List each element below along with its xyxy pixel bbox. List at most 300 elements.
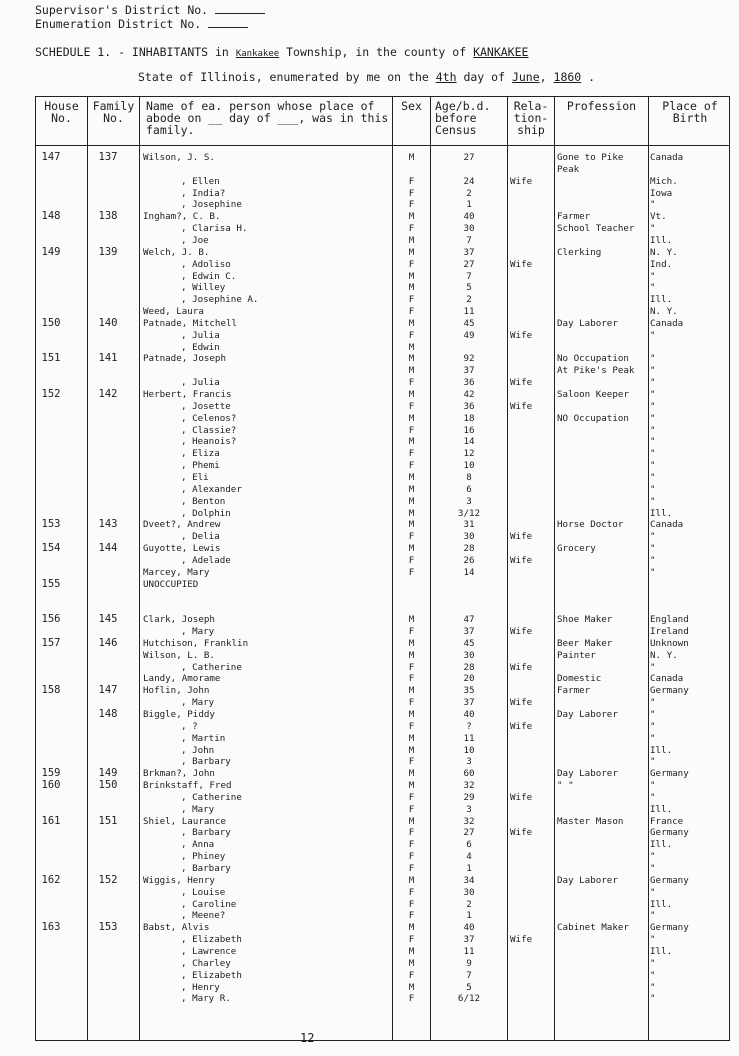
place-of-birth: "	[650, 223, 656, 235]
age: 31	[463, 519, 475, 531]
sex: M	[408, 317, 415, 329]
profession: Gone to Pike	[557, 152, 624, 163]
profession: " "	[557, 780, 574, 792]
age: 4	[466, 851, 472, 863]
sex: F	[408, 554, 415, 566]
place-of-birth: "	[650, 448, 656, 460]
age: 37	[463, 626, 475, 637]
state-prefix: State of Illinois, enumerated by me on the	[138, 70, 429, 84]
place-of-birth: "	[650, 495, 656, 507]
enumeration-district-label: Enumeration District No.	[35, 17, 202, 31]
age: 10	[463, 460, 475, 472]
profession: Day Laborer	[557, 874, 618, 886]
sex: M	[408, 957, 415, 969]
house-number: 159	[41, 767, 61, 780]
person-name: , Charley	[181, 957, 231, 969]
column-header-family: Family No.	[92, 99, 135, 125]
county-value: KANKAKEE	[473, 45, 529, 59]
sex: F	[408, 863, 415, 874]
sex: M	[408, 780, 415, 792]
place-of-birth: Germany	[650, 768, 689, 780]
place-of-birth: Ill.	[650, 945, 673, 957]
relationship: Wife	[510, 175, 533, 187]
sex: M	[408, 649, 415, 661]
age: 7	[466, 270, 472, 282]
profession: NO Occupation	[557, 412, 629, 424]
place-of-birth: "	[650, 720, 656, 732]
age: 32	[463, 815, 475, 827]
person-name: Hoflin, John	[143, 685, 210, 697]
age: 20	[463, 673, 475, 685]
age: 14	[463, 436, 475, 448]
person-name: Brkman?, John	[143, 768, 215, 780]
profession: Day Laborer	[557, 768, 618, 780]
person-name: Marcey, Mary	[143, 566, 210, 578]
age: 60	[463, 768, 475, 780]
person-name: , Elizabeth	[181, 934, 242, 946]
sex: M	[408, 341, 415, 353]
profession: Peak	[557, 163, 580, 175]
enumeration-district-blank	[208, 27, 248, 28]
profession: Beer Maker	[557, 637, 613, 649]
person-name: , Edwin	[181, 341, 220, 353]
age: 37	[463, 246, 475, 258]
profession: School Teacher	[557, 223, 635, 235]
place-of-birth: "	[650, 981, 656, 993]
day-value: 4th	[435, 70, 457, 84]
sex: M	[408, 637, 415, 649]
age: 30	[463, 531, 475, 543]
place-of-birth: Germany	[650, 874, 689, 886]
sex: M	[408, 246, 415, 258]
person-name: , Catherine	[181, 661, 242, 673]
profession: Farmer	[557, 211, 591, 223]
sex: M	[408, 732, 415, 744]
age: 7	[466, 234, 472, 246]
relationship: Wife	[510, 554, 533, 566]
place-of-birth: "	[650, 756, 656, 768]
column-header-place-of-birth: Place of Birth	[662, 99, 718, 125]
place-of-birth: "	[650, 791, 656, 803]
column-divider	[554, 97, 555, 1040]
place-of-birth: "	[650, 554, 656, 566]
family-number: 148	[98, 707, 118, 720]
person-name: Guyotte, Lewis	[143, 543, 221, 555]
place-of-birth: "	[650, 199, 656, 211]
sex: M	[408, 543, 415, 555]
profession: Cabinet Maker	[557, 922, 629, 934]
place-of-birth: "	[650, 436, 656, 448]
census-table	[35, 96, 730, 1041]
sex: F	[408, 329, 415, 341]
place-of-birth: Ill.	[650, 744, 673, 756]
age: 36	[463, 400, 475, 412]
profession: Clerking	[557, 246, 602, 258]
person-name: , Barbary	[181, 827, 231, 839]
place-of-birth: N. Y.	[650, 649, 678, 661]
age: 26	[463, 554, 475, 566]
person-name: Wiggis, Henry	[143, 874, 215, 886]
sex: F	[408, 720, 415, 732]
age: 27	[463, 152, 475, 163]
age: 37	[463, 697, 475, 709]
person-name: , Delia	[181, 531, 220, 543]
sex: M	[408, 412, 415, 424]
person-name: , Elizabeth	[181, 969, 242, 981]
year-value: 1860	[553, 70, 582, 84]
house-number: 151	[41, 352, 61, 365]
sex: M	[408, 436, 415, 448]
sex: F	[408, 673, 415, 685]
family-number: 139	[98, 245, 118, 258]
sex: M	[408, 234, 415, 246]
person-name: , Mary	[181, 803, 215, 815]
person-name: Brinkstaff, Fred	[143, 780, 232, 792]
person-name: Biggle, Piddy	[143, 708, 215, 720]
state-line	[138, 70, 595, 84]
age: 37	[463, 365, 475, 377]
relationship: Wife	[510, 400, 533, 412]
sex: F	[408, 697, 415, 709]
house-number: 147	[41, 151, 61, 163]
person-name: , Barbary	[181, 863, 231, 874]
family-number: 153	[98, 921, 118, 934]
sex: F	[408, 294, 415, 306]
age: 1	[466, 199, 472, 211]
place-of-birth: "	[650, 934, 656, 946]
age: 45	[463, 317, 475, 329]
age: 3	[466, 495, 472, 507]
profession: Horse Doctor	[557, 519, 624, 531]
relationship: Wife	[510, 720, 533, 732]
age: 30	[463, 649, 475, 661]
place-of-birth: "	[650, 780, 656, 792]
family-number: 143	[98, 518, 118, 531]
age: 2	[466, 898, 472, 910]
sex: F	[408, 626, 415, 637]
place-of-birth: Ind.	[650, 258, 673, 270]
profession: Master Mason	[557, 815, 624, 827]
place-of-birth: Ill.	[650, 898, 673, 910]
place-of-birth: Ill.	[650, 507, 673, 519]
family-number: 151	[98, 814, 118, 827]
sex: M	[408, 365, 415, 377]
person-name: , Martin	[181, 732, 226, 744]
relationship: Wife	[510, 934, 533, 946]
column-divider	[648, 97, 649, 1040]
house-number: 154	[41, 542, 61, 555]
person-name: , Mary	[181, 626, 215, 637]
person-name: , Mary	[181, 697, 215, 709]
sex: F	[408, 460, 415, 472]
person-name: , Adoliso	[181, 258, 231, 270]
place-of-birth: N. Y.	[650, 306, 678, 318]
column-header-name: Name of ea. person whose place of abode on __ day of ___, was in this family.	[146, 99, 389, 137]
age: 5	[466, 981, 472, 993]
age: 16	[463, 424, 475, 436]
place-of-birth: "	[650, 566, 656, 578]
date-comma: ,	[539, 70, 547, 84]
township-suffix: Township, in the county of	[286, 45, 467, 59]
person-name: , Edwin C.	[181, 270, 237, 282]
page-number: 12	[300, 1031, 315, 1045]
age: 6	[466, 839, 472, 851]
age: 11	[463, 945, 475, 957]
place-of-birth: Canada	[650, 519, 684, 531]
profession: Domestic	[557, 673, 602, 685]
age: 34	[463, 874, 475, 886]
person-name: Clark, Joseph	[143, 614, 215, 626]
sex: M	[408, 483, 415, 495]
place-of-birth: "	[650, 460, 656, 472]
sex: M	[408, 353, 415, 365]
age: ?	[466, 720, 472, 732]
family-number: 147	[98, 684, 118, 697]
person-name: Dveet?, Andrew	[143, 519, 221, 531]
family-number: 152	[98, 873, 118, 886]
sex: M	[408, 282, 415, 294]
person-name: , Phiney	[181, 851, 226, 863]
person-name: , Lawrence	[181, 945, 237, 957]
sex: F	[408, 993, 415, 1005]
relationship: Wife	[510, 827, 533, 839]
column-header-profession: Profession	[566, 99, 637, 113]
person-name: Patnade, Joseph	[143, 353, 226, 365]
family-number: 142	[98, 388, 118, 400]
person-name: , Willey	[181, 282, 226, 294]
place-of-birth: "	[650, 365, 656, 377]
place-of-birth: "	[650, 732, 656, 744]
person-name: , Barbary	[181, 756, 231, 768]
sex: F	[408, 400, 415, 412]
age: 27	[463, 258, 475, 270]
person-name: , Heanois?	[181, 436, 237, 448]
age: 7	[466, 969, 472, 981]
age: 3	[466, 756, 472, 768]
place-of-birth: Ill.	[650, 839, 673, 851]
family-number: 146	[98, 636, 118, 649]
age: 8	[466, 471, 472, 483]
person-name: Patnade, Mitchell	[143, 317, 238, 329]
house-number: 162	[41, 873, 61, 886]
house-number: 150	[41, 316, 61, 329]
sex: F	[408, 531, 415, 543]
place-of-birth: "	[650, 863, 656, 874]
sex: F	[408, 661, 415, 673]
sex: F	[408, 377, 415, 389]
age: 30	[463, 886, 475, 898]
enumeration-district-line	[35, 17, 248, 31]
sex: M	[408, 519, 415, 531]
house-number: 160	[41, 779, 61, 792]
place-of-birth: Ireland	[650, 626, 689, 637]
place-of-birth: "	[650, 851, 656, 863]
place-of-birth: Ill.	[650, 234, 673, 246]
age: 37	[463, 934, 475, 946]
place-of-birth: "	[650, 270, 656, 282]
person-name: , Classie?	[181, 424, 237, 436]
place-of-birth: "	[650, 910, 656, 922]
sex: M	[408, 507, 415, 519]
age: 6/12	[457, 993, 481, 1005]
person-name: , Louise	[181, 886, 226, 898]
sex: M	[408, 815, 415, 827]
age: 49	[463, 329, 475, 341]
header-divider	[36, 145, 729, 146]
sex: F	[408, 199, 415, 211]
age: 6	[466, 483, 472, 495]
sex: M	[408, 708, 415, 720]
supervisor-district-blank	[215, 13, 265, 14]
sex: M	[408, 685, 415, 697]
house-number: 163	[41, 921, 61, 934]
sex: M	[408, 981, 415, 993]
age: 3	[466, 803, 472, 815]
place-of-birth: "	[650, 483, 656, 495]
profession: Farmer	[557, 685, 591, 697]
place-of-birth: "	[650, 969, 656, 981]
sex: F	[408, 175, 415, 187]
profession: At Pike's Peak	[557, 365, 635, 377]
place-of-birth: "	[650, 353, 656, 365]
place-of-birth: "	[650, 543, 656, 555]
sex: F	[408, 223, 415, 235]
place-of-birth: Canada	[650, 673, 684, 685]
day-suffix: day of	[463, 70, 505, 84]
age: 45	[463, 637, 475, 649]
relationship: Wife	[510, 791, 533, 803]
sex: M	[408, 211, 415, 223]
person-name: , Meene?	[181, 910, 226, 922]
age: 36	[463, 377, 475, 389]
sex: M	[408, 614, 415, 626]
place-of-birth: N. Y.	[650, 246, 678, 258]
township-value: Kankakee	[235, 49, 280, 59]
place-of-birth: Mich.	[650, 175, 678, 187]
person-name: , Dolphin	[181, 507, 231, 519]
age: 30	[463, 223, 475, 235]
column-divider	[507, 97, 508, 1040]
age: 18	[463, 412, 475, 424]
relationship: Wife	[510, 626, 533, 637]
relationship: Wife	[510, 661, 533, 673]
age: 11	[463, 732, 475, 744]
place-of-birth: "	[650, 697, 656, 709]
age: 28	[463, 661, 475, 673]
sex: F	[408, 258, 415, 270]
person-name: , Phemi	[181, 460, 220, 472]
family-number: 138	[98, 210, 118, 223]
place-of-birth: Germany	[650, 922, 689, 934]
sex: F	[408, 424, 415, 436]
age: 35	[463, 685, 475, 697]
age: 47	[463, 614, 475, 626]
place-of-birth: Canada	[650, 317, 684, 329]
profession: Day Laborer	[557, 708, 618, 720]
person-name: Welch, J. B.	[143, 246, 210, 258]
age: 40	[463, 211, 475, 223]
person-name: , Eli	[181, 471, 209, 483]
column-header-age: Age/b.d. before Census	[435, 99, 491, 137]
age: 2	[466, 187, 472, 199]
sex: M	[408, 471, 415, 483]
place-of-birth: "	[650, 377, 656, 389]
profession: Grocery	[557, 543, 596, 555]
sex: M	[408, 270, 415, 282]
sex: F	[408, 969, 415, 981]
age: 40	[463, 708, 475, 720]
place-of-birth: "	[650, 661, 656, 673]
family-number: 140	[98, 316, 118, 329]
age: 29	[463, 791, 475, 803]
age: 42	[463, 389, 475, 400]
relationship: Wife	[510, 531, 533, 543]
place-of-birth: Germany	[650, 685, 689, 697]
age: 9	[466, 957, 472, 969]
place-of-birth: "	[650, 531, 656, 543]
sex: F	[408, 306, 415, 318]
supervisor-district-line	[35, 3, 265, 17]
sex: F	[408, 839, 415, 851]
column-header-relationship: Rela- tion- ship	[513, 99, 549, 137]
house-number: 158	[41, 684, 61, 697]
place-of-birth: "	[650, 471, 656, 483]
column-header-sex: Sex	[401, 99, 422, 113]
profession: Saloon Keeper	[557, 389, 629, 400]
profession: Shoe Maker	[557, 614, 613, 626]
age: 5	[466, 282, 472, 294]
sex: F	[408, 898, 415, 910]
sex: F	[408, 187, 415, 199]
house-number: 155	[41, 577, 61, 590]
family-number: 150	[98, 779, 118, 792]
person-name: UNOCCUPIED	[143, 578, 199, 590]
family-number: 137	[98, 151, 118, 163]
age: 27	[463, 827, 475, 839]
person-name: , Clarisa H.	[181, 223, 248, 235]
age: 92	[463, 353, 475, 365]
sex: F	[408, 827, 415, 839]
person-name: , Joe	[181, 234, 209, 246]
place-of-birth: "	[650, 282, 656, 294]
age: 28	[463, 543, 475, 555]
column-divider	[139, 97, 140, 1040]
sex: M	[408, 768, 415, 780]
place-of-birth: "	[650, 412, 656, 424]
house-number: 153	[41, 518, 61, 531]
place-of-birth: Unknown	[650, 637, 689, 649]
house-number: 157	[41, 636, 61, 649]
sex: M	[408, 922, 415, 934]
person-name: , Julia	[181, 329, 220, 341]
person-name: , Julia	[181, 377, 220, 389]
person-name: , Benton	[181, 495, 226, 507]
relationship: Wife	[510, 377, 533, 389]
place-of-birth: Iowa	[650, 187, 673, 199]
person-name: , Catherine	[181, 791, 242, 803]
person-name: , John	[181, 744, 215, 756]
person-name: , Josephine	[181, 199, 242, 211]
age: 10	[463, 744, 475, 756]
sex: M	[408, 744, 415, 756]
sex: F	[408, 886, 415, 898]
sex: F	[408, 851, 415, 863]
sex: F	[408, 448, 415, 460]
place-of-birth: Vt.	[650, 211, 667, 223]
sex: F	[408, 803, 415, 815]
house-number: 156	[41, 613, 61, 626]
age: 12	[463, 448, 475, 460]
